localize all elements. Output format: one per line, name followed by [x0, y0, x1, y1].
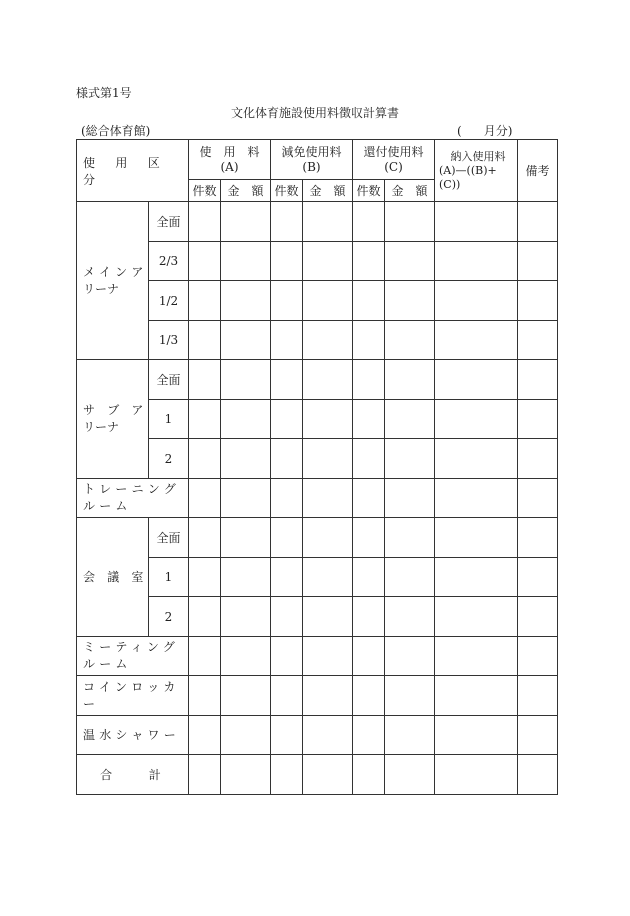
table-row	[77, 518, 558, 558]
cell[interactable]	[353, 360, 385, 400]
cell[interactable]	[189, 439, 221, 479]
header-exempt-fee-label: 減免使用料	[281, 144, 342, 159]
header-exempt-fee	[271, 140, 353, 180]
row-label-main-arena-2: リーナ	[83, 281, 120, 296]
cell[interactable]	[189, 558, 221, 597]
cell[interactable]	[518, 479, 558, 518]
table-row	[77, 755, 558, 795]
document-title: 文化体育施設使用料徴収計算書	[230, 106, 399, 120]
cell[interactable]	[221, 321, 271, 360]
cell[interactable]	[271, 716, 303, 755]
header-refund-fee-code: (C)	[384, 159, 403, 174]
cell[interactable]	[303, 321, 353, 360]
cell[interactable]	[221, 479, 271, 518]
cell[interactable]	[518, 281, 558, 321]
cell[interactable]	[353, 242, 385, 281]
cell[interactable]	[303, 755, 353, 795]
table-row	[77, 202, 558, 242]
cell[interactable]	[189, 321, 221, 360]
table-row	[77, 479, 558, 518]
facility-name: (総合体育館)	[81, 124, 151, 138]
cell[interactable]	[189, 518, 221, 558]
cell[interactable]	[353, 479, 385, 518]
cell[interactable]	[385, 479, 435, 518]
cell[interactable]	[435, 716, 518, 755]
cell[interactable]	[221, 716, 271, 755]
cell[interactable]	[353, 558, 385, 597]
cell[interactable]	[353, 755, 385, 795]
cell[interactable]	[271, 676, 303, 716]
cell[interactable]	[435, 518, 518, 558]
cell[interactable]	[435, 439, 518, 479]
cell[interactable]	[271, 755, 303, 795]
header-count-a: 件数	[189, 180, 221, 202]
cell[interactable]	[353, 597, 385, 637]
cell[interactable]	[303, 676, 353, 716]
cell[interactable]	[353, 202, 385, 242]
cell[interactable]	[353, 281, 385, 321]
cell[interactable]	[189, 716, 221, 755]
cell[interactable]	[385, 716, 435, 755]
cell[interactable]	[271, 518, 303, 558]
cell[interactable]	[435, 558, 518, 597]
table-row	[77, 281, 558, 321]
header-usage-fee-code: (A)	[220, 159, 239, 174]
form-number: 様式第1号	[76, 86, 132, 100]
cell[interactable]	[518, 637, 558, 676]
cell[interactable]	[221, 202, 271, 242]
cell[interactable]	[518, 400, 558, 439]
cell[interactable]	[385, 755, 435, 795]
month-close: 月分)	[483, 124, 513, 138]
cell[interactable]	[435, 400, 518, 439]
cell[interactable]	[518, 518, 558, 558]
cell[interactable]	[385, 518, 435, 558]
sub-label: 1	[149, 400, 189, 439]
cell[interactable]	[385, 637, 435, 676]
cell[interactable]	[271, 202, 303, 242]
header-usage-fee-label: 使 用 料	[199, 144, 260, 159]
cell[interactable]	[189, 202, 221, 242]
cell[interactable]	[435, 479, 518, 518]
cell[interactable]	[303, 716, 353, 755]
row-label-coin-locker: コインロッカー	[77, 676, 189, 716]
table-row	[77, 321, 558, 360]
row-label-meeting-room	[77, 637, 189, 676]
cell[interactable]	[189, 242, 221, 281]
fee-calculation-table	[76, 139, 558, 795]
cell[interactable]	[518, 755, 558, 795]
row-label-meeting-room-2: ルーム	[83, 657, 132, 671]
row-label-sub-arena	[77, 360, 149, 479]
cell[interactable]	[518, 558, 558, 597]
table-row	[77, 597, 558, 637]
cell[interactable]	[518, 676, 558, 716]
cell[interactable]	[271, 558, 303, 597]
header-refund-fee-label: 還付使用料	[363, 144, 424, 159]
header-amount-a: 金 額	[221, 180, 271, 202]
header-refund-fee	[353, 140, 435, 180]
cell[interactable]	[271, 637, 303, 676]
row-label-sub-arena-1: サ ブ ア	[83, 403, 148, 417]
cell[interactable]	[189, 755, 221, 795]
sub-label: 1/2	[149, 281, 189, 321]
header-exempt-fee-code: (B)	[302, 159, 321, 174]
cell[interactable]	[221, 597, 271, 637]
cell[interactable]	[518, 716, 558, 755]
cell[interactable]	[435, 281, 518, 321]
cell[interactable]	[271, 439, 303, 479]
cell[interactable]	[189, 637, 221, 676]
cell[interactable]	[189, 479, 221, 518]
cell[interactable]	[435, 321, 518, 360]
table-row	[77, 716, 558, 755]
cell[interactable]	[303, 479, 353, 518]
cell[interactable]	[189, 360, 221, 400]
table-row	[77, 439, 558, 479]
month-field	[457, 122, 512, 139]
cell[interactable]	[303, 281, 353, 321]
cell[interactable]	[385, 439, 435, 479]
cell[interactable]	[353, 400, 385, 439]
cell[interactable]	[303, 637, 353, 676]
cell[interactable]	[518, 202, 558, 242]
cell[interactable]	[271, 597, 303, 637]
cell[interactable]	[385, 202, 435, 242]
table-row	[77, 558, 558, 597]
cell[interactable]	[435, 360, 518, 400]
cell[interactable]	[271, 321, 303, 360]
cell[interactable]	[435, 202, 518, 242]
cell[interactable]	[353, 518, 385, 558]
cell[interactable]	[353, 439, 385, 479]
cell[interactable]	[385, 321, 435, 360]
cell[interactable]	[435, 755, 518, 795]
cell[interactable]	[221, 518, 271, 558]
cell[interactable]	[221, 281, 271, 321]
cell[interactable]	[271, 242, 303, 281]
sub-label: 2	[149, 597, 189, 637]
cell[interactable]	[518, 439, 558, 479]
cell[interactable]	[435, 676, 518, 716]
cell[interactable]	[385, 558, 435, 597]
cell[interactable]	[353, 716, 385, 755]
cell[interactable]	[221, 242, 271, 281]
cell[interactable]	[303, 558, 353, 597]
row-label-training-room-2: ルーム	[83, 499, 132, 513]
row-label-main-arena-1: メインア	[83, 264, 148, 279]
row-label-total: 合 計	[77, 755, 189, 795]
header-paid-fee-label: 納入使用料	[450, 149, 506, 163]
cell[interactable]	[385, 360, 435, 400]
table-row	[77, 242, 558, 281]
row-label-conference-room: 会 議 室	[77, 518, 149, 637]
cell[interactable]	[271, 400, 303, 439]
cell[interactable]	[518, 597, 558, 637]
header-usage-fee	[189, 140, 271, 180]
cell[interactable]	[303, 518, 353, 558]
header-amount-b: 金 額	[303, 180, 353, 202]
cell[interactable]	[435, 637, 518, 676]
header-remarks: 備考	[518, 140, 558, 202]
row-label-main-arena	[77, 202, 149, 360]
cell[interactable]	[518, 360, 558, 400]
cell[interactable]	[303, 400, 353, 439]
table-row	[77, 676, 558, 716]
cell[interactable]	[189, 676, 221, 716]
cell[interactable]	[385, 242, 435, 281]
cell[interactable]	[518, 242, 558, 281]
header-paid-fee-formula-2: (C))	[439, 177, 461, 191]
cell[interactable]	[189, 281, 221, 321]
cell[interactable]	[189, 597, 221, 637]
cell[interactable]	[189, 400, 221, 439]
cell[interactable]	[221, 360, 271, 400]
month-open: (	[457, 124, 462, 138]
cell[interactable]	[221, 558, 271, 597]
sub-label: 全面	[149, 202, 189, 242]
header-paid-fee	[435, 140, 518, 202]
cell[interactable]	[303, 360, 353, 400]
header-count-c: 件数	[353, 180, 385, 202]
cell[interactable]	[221, 637, 271, 676]
header-amount-c: 金 額	[385, 180, 435, 202]
cell[interactable]	[385, 400, 435, 439]
cell[interactable]	[353, 321, 385, 360]
header-paid-fee-formula-1: (A)—((B)+	[439, 163, 497, 177]
cell[interactable]	[303, 202, 353, 242]
sub-label: 1/3	[149, 321, 189, 360]
cell[interactable]	[518, 321, 558, 360]
cell[interactable]	[435, 242, 518, 281]
sub-label: 全面	[149, 360, 189, 400]
row-label-meeting-room-1: ミーティング	[83, 640, 180, 654]
cell[interactable]	[385, 597, 435, 637]
sub-label: 1	[149, 558, 189, 597]
cell[interactable]	[303, 242, 353, 281]
cell[interactable]	[385, 281, 435, 321]
row-label-training-room	[77, 479, 189, 518]
cell[interactable]	[353, 637, 385, 676]
cell[interactable]	[385, 676, 435, 716]
cell[interactable]	[271, 281, 303, 321]
sub-label: 2	[149, 439, 189, 479]
cell[interactable]	[353, 676, 385, 716]
header-count-b: 件数	[271, 180, 303, 202]
sub-label: 全面	[149, 518, 189, 558]
cell[interactable]	[221, 755, 271, 795]
cell[interactable]	[435, 597, 518, 637]
cell[interactable]	[221, 439, 271, 479]
table-row	[77, 400, 558, 439]
table-row	[77, 637, 558, 676]
cell[interactable]	[221, 676, 271, 716]
cell[interactable]	[271, 360, 303, 400]
header-usage-category: 使 用 区 分	[77, 140, 189, 202]
cell[interactable]	[221, 400, 271, 439]
row-label-training-room-1: トレーニング	[83, 482, 180, 496]
cell[interactable]	[303, 439, 353, 479]
row-label-sub-arena-2: リーナ	[83, 420, 120, 434]
table-row	[77, 360, 558, 400]
cell[interactable]	[303, 597, 353, 637]
sub-label: 2/3	[149, 242, 189, 281]
cell[interactable]	[271, 479, 303, 518]
row-label-hot-shower: 温水シャワー	[77, 716, 189, 755]
